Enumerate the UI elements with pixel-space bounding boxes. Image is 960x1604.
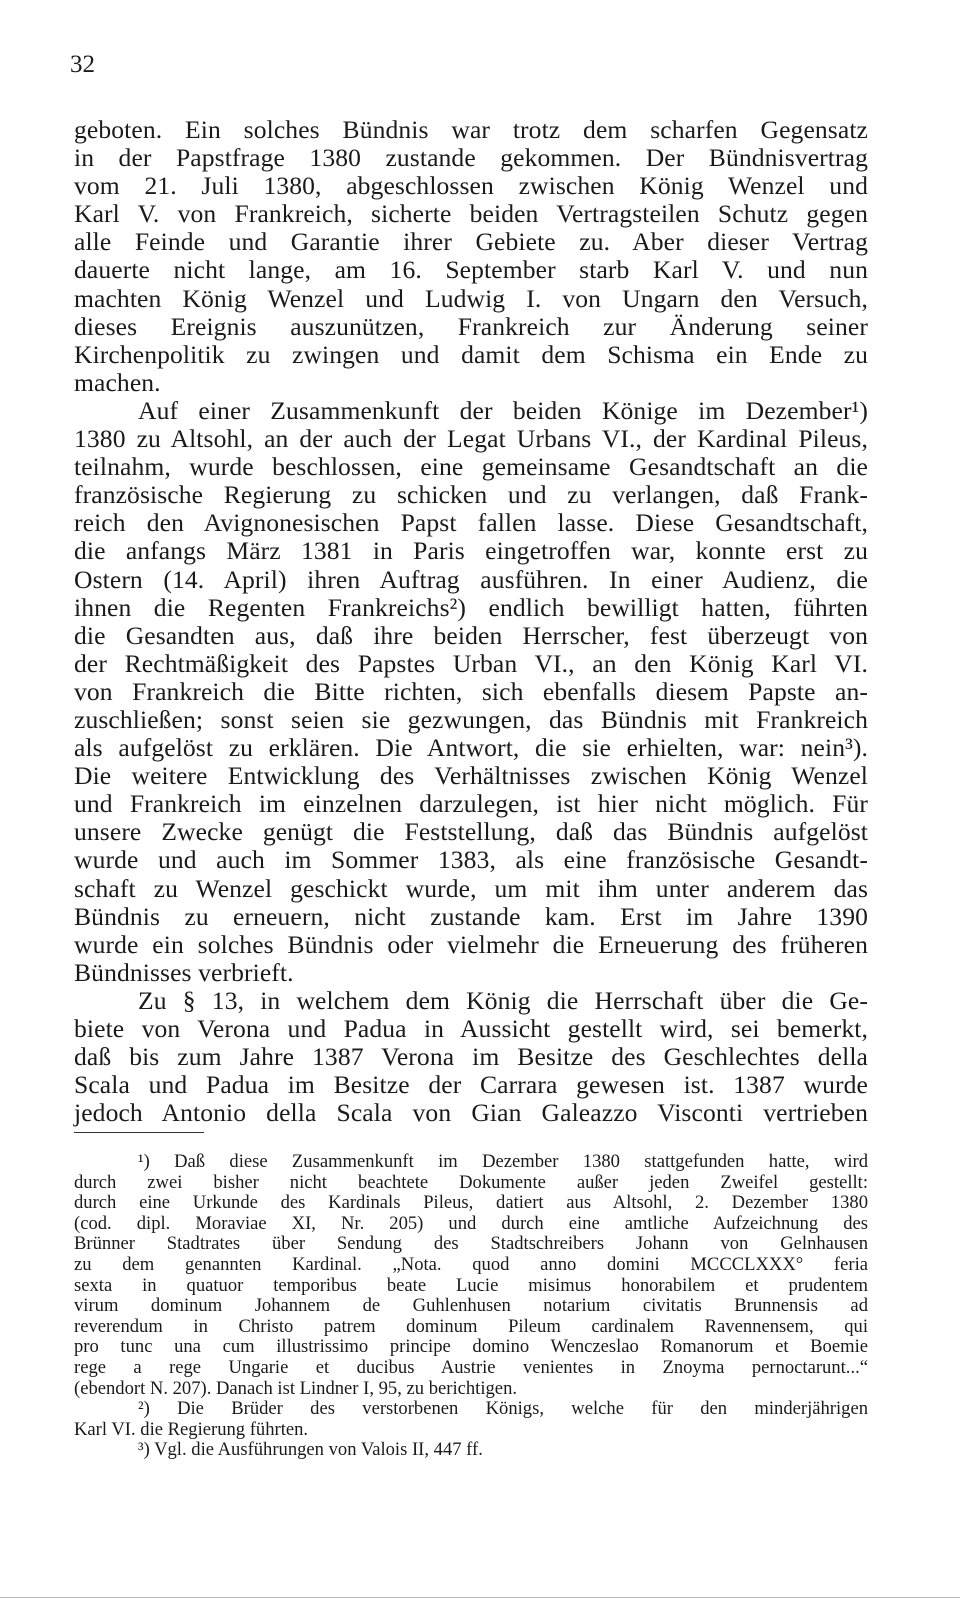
text-line: teilnahm, wurde beschlossen, eine gemeinsame Gesandtschaft an die	[74, 452, 868, 482]
text-line: Scala und Padua im Besitze der Carrara gewesen ist. 1387 wurde	[74, 1070, 868, 1100]
footnote-line: sexta in quatuor temporibus beate Lucie misimus honorabilem et prudentem	[74, 1274, 868, 1296]
footnote-line: durch zwei bisher nicht beachtete Dokumente außer jeden Zweifel gestellt:	[74, 1171, 868, 1193]
text-line: vom 21. Juli 1380, abgeschlossen zwischen König Wenzel und	[74, 171, 868, 201]
text-line: jedoch Antonio della Scala von Gian Galeazzo Visconti vertrieben	[74, 1098, 868, 1128]
footnote-separator	[74, 1132, 204, 1133]
text-line: die anfangs März 1381 in Paris eingetroffen war, konnte erst zu	[74, 536, 868, 566]
text-line: wurde ein solches Bündnis oder vielmehr die Erneuerung des früheren	[74, 929, 868, 959]
text-line: unsere Zwecke genügt die Feststellung, daß das Bündnis aufgelöst	[74, 817, 868, 847]
text-line: biete von Verona und Padua in Aussicht gestellt wird, sei bemerkt,	[74, 1014, 868, 1043]
text-line: Karl V. von Frankreich, sicherte beiden Vertragsteilen Schutz gegen	[74, 199, 868, 229]
text-line: alle Feinde und Garantie ihrer Gebiete zu. Aber dieser Vertrag	[74, 227, 868, 257]
text-line: die Gesandten aus, daß ihre beiden Herrscher, fest überzeugt von	[74, 620, 868, 650]
text-line: machen.	[74, 367, 161, 397]
text-line: von Frankreich die Bitte richten, sich ebenfalls diesem Papste an-	[74, 676, 868, 706]
footnote-line: zu dem genannten Kardinal. „Nota. quod anno domini MCCCLXXX° feria	[74, 1253, 868, 1275]
footnote-line: reverendum in Christo patrem dominum Pileum cardinalem Ravennensem, qui	[74, 1315, 868, 1337]
text-line: geboten. Ein solches Bündnis war trotz dem scharfen Gegensatz	[74, 115, 868, 144]
page-number: 32	[70, 51, 95, 78]
footnote-line: Brünner Stadtrates über Sendung des Stadtschreibers Johann von Gelnhausen	[74, 1233, 868, 1255]
text-line: daß bis zum Jahre 1387 Verona im Besitze des Geschlechtes della	[74, 1042, 868, 1072]
footnote-line: ³) Vgl. die Ausführungen von Valois II, 447 ff.	[138, 1439, 483, 1461]
text-line: ihnen die Regenten Frankreichs²) endlich bewilligt hatten, führten	[74, 592, 868, 622]
text-line: zuschließen; sonst seien sie gezwungen, das Bündnis mit Frankreich	[74, 704, 868, 734]
text-line: französische Regierung zu schicken und zu verlangen, daß Frank-	[74, 480, 868, 510]
text-line: Ostern (14. April) ihren Auftrag ausführen. In einer Audienz, die	[74, 564, 868, 594]
text-line: dieses Ereignis auszunützen, Frankreich zur Änderung seiner	[74, 311, 868, 341]
text-line: wurde und auch im Sommer 1383, als eine französische Gesandt-	[74, 845, 868, 875]
text-line: reich den Avignonesischen Papst fallen lasse. Diese Gesandtschaft,	[74, 508, 868, 538]
text-line: Zu § 13, in welchem dem König die Herrschaft über die Ge-	[138, 985, 868, 1015]
text-line: Bündnis zu erneuern, nicht zustande kam. Erst im Jahre 1390	[74, 901, 868, 931]
footnotes	[74, 1152, 868, 1461]
text-line: dauerte nicht lange, am 16. September starb Karl V. und nun	[74, 255, 868, 285]
footnote-line: virum dominum Johannem de Guhlenhusen notarium civitatis Brunnensis ad	[74, 1295, 868, 1317]
footnote-line: (ebendort N. 207). Danach ist Lindner I, 95, zu berichtigen.	[74, 1377, 518, 1399]
text-line: Die weitere Entwicklung des Verhältnisses zwischen König Wenzel	[74, 761, 868, 791]
page-bottom-edge	[0, 1597, 960, 1598]
footnote-line: pro tunc una cum illustrissimo principe domino Wenczeslao Romanorum et Boemie	[74, 1336, 868, 1358]
text-line: machten König Wenzel und Ludwig I. von Ungarn den Versuch,	[74, 283, 868, 313]
text-line: als aufgelöst zu erklären. Die Antwort, die sie erhielten, war: nein³).	[74, 733, 868, 763]
footnote-line: Karl VI. die Regierung führten.	[74, 1418, 309, 1440]
footnote-line: rege a rege Ungarie et ducibus Austrie venientes in Znoyma pernoctarunt...“	[74, 1356, 868, 1378]
text-line: schaft zu Wenzel geschickt wurde, um mit ihm unter anderem das	[74, 873, 868, 903]
footnote-line: ²) Die Brüder des verstorbenen Königs, welche für den minderjährigen	[138, 1398, 868, 1420]
text-line: und Frankreich im einzelnen darzulegen, ist hier nicht möglich. Für	[74, 789, 868, 819]
footnote-line: (cod. dipl. Moraviae XI, Nr. 205) und durch eine amtliche Aufzeichnung des	[74, 1212, 868, 1234]
text-line: 1380 zu Altsohl, an der auch der Legat Urbans VI., der Kardinal Pileus,	[74, 424, 868, 454]
text-line: in der Papstfrage 1380 zustande gekommen. Der Bündnisvertrag	[74, 143, 868, 173]
text-line: Auf einer Zusammenkunft der beiden Könige im Dezember¹)	[138, 395, 868, 425]
body-text	[74, 116, 868, 1127]
footnote-line: durch eine Urkunde des Kardinals Pileus, datiert aus Altsohl, 2. Dezember 1380	[74, 1192, 868, 1214]
footnote-line: ¹) Daß diese Zusammenkunft im Dezember 1380 stattgefunden hatte, wird	[138, 1151, 868, 1172]
text-line: Bündnisses verbrieft.	[74, 957, 294, 987]
text-line: Kirchenpolitik zu zwingen und damit dem Schisma ein Ende zu	[74, 339, 868, 369]
text-line: der Rechtmäßigkeit des Papstes Urban VI., an den König Karl VI.	[74, 648, 868, 678]
